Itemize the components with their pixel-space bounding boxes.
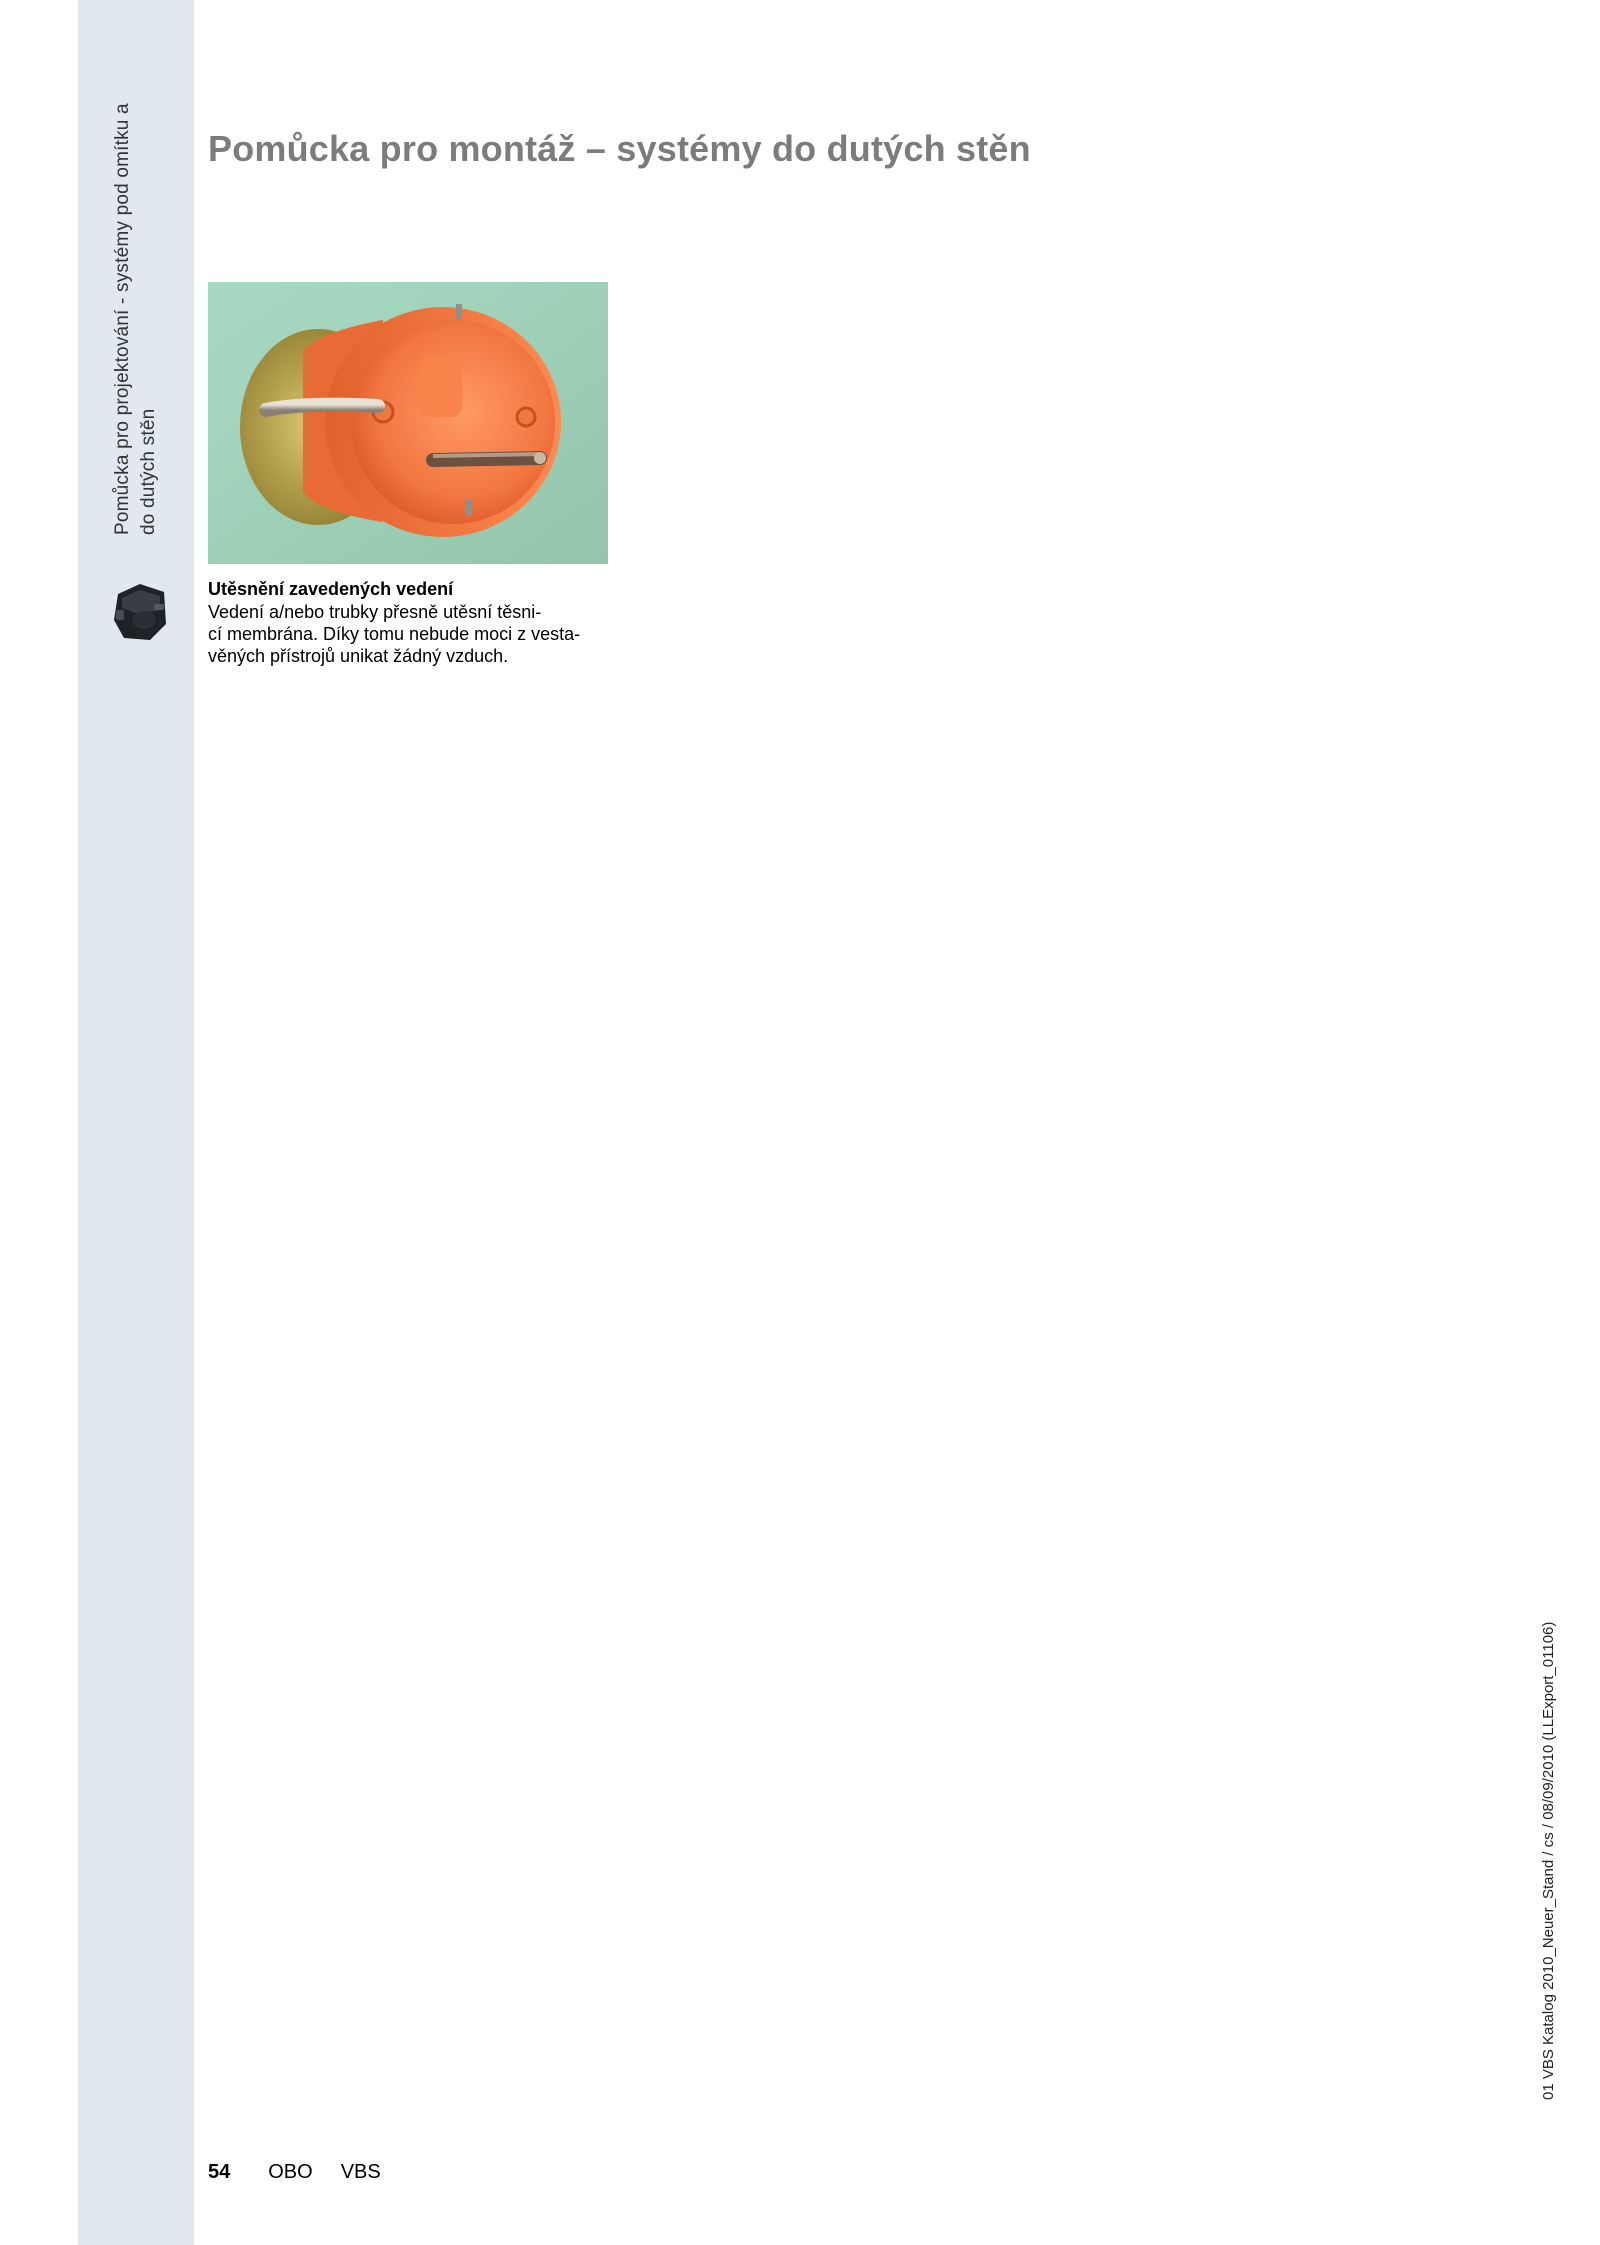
caption-line-3: věných přístrojů unikat žádný vzduch. (208, 646, 509, 666)
caption-title: Utěsnění zavedených vedení (208, 579, 454, 599)
caption-text (208, 601, 628, 667)
page-title: Pomůcka pro montáž – systémy do dutých stěn (208, 128, 1031, 169)
page-number: 54 (208, 2161, 231, 2183)
document-id-vertical: 01 VBS Katalog 2010_Neuer_Stand / cs / 08/09/2010 (LLExport_01106) (1540, 1621, 1557, 2100)
black-box-product-icon (110, 580, 170, 644)
section-title-line-2: do dutých stěn (138, 408, 159, 535)
section-title-line-1: Pomůcka pro projektování - systémy pod omítku a (112, 103, 133, 535)
page-footer (208, 2160, 381, 2184)
caption-line-1: Vedení a/nebo trubky přesně utěsní těsni- (208, 602, 542, 622)
cavity-wall-box-photo (208, 282, 608, 564)
footer-product: VBS (340, 2161, 381, 2183)
photo-caption (208, 578, 628, 667)
section-title-vertical (110, 35, 162, 535)
footer-brand: OBO (268, 2161, 313, 2183)
caption-line-2: cí membrána. Díky tomu nebude moci z vesta- (208, 624, 581, 644)
